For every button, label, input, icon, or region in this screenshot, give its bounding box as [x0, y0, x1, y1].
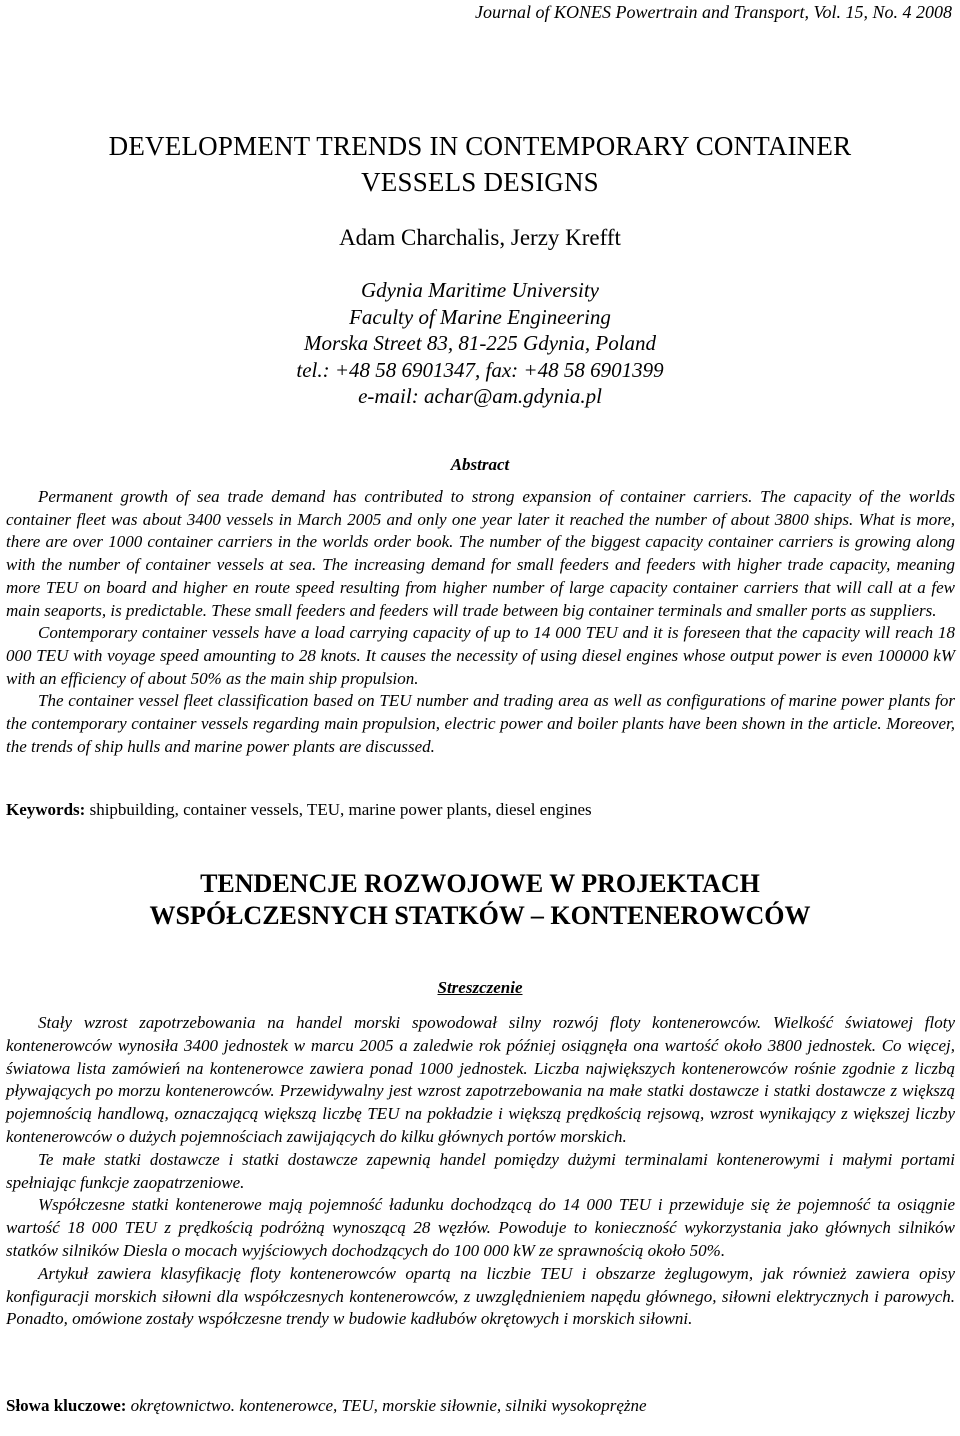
streszczenie-paragraph: Współczesne statki kontenerowe mają pojemność ładunku dochodzącą do 14 000 TEU i przewiduje się że pojemność ta osiągnie wartość 18 000 TEU z prędkością podróżną wynoszącą 28 węzłów. Powoduje to konieczność wykorzystania jako głównych silników statków silników Diesla o mocach wyjściowych dochodzących do 100 000 kW ze sprawnością około 50%.: [6, 1195, 955, 1260]
abstract-paragraph: The container vessel fleet classification based on TEU number and trading area as well as configurations of marine power plants for the contemporary container vessels regarding main propulsion, electric power and boiler plants have been shown in the article. Moreover, the trends of ship hulls and marine power plants are discussed.: [6, 691, 955, 756]
affiliation-phone: tel.: +48 58 6901347, fax: +48 58 6901399: [296, 357, 664, 382]
abstract-paragraph: Contemporary container vessels have a load carrying capacity of up to 14 000 TEU and it is foreseen that the capacity will reach 18 000 TEU with voyage speed amounting to 28 knots. It causes the necessity of using diesel engines whose output power is even 100000 kW with an efficiency of about 50% as the main ship propulsion.: [6, 623, 955, 688]
abstract-heading: Abstract: [450, 455, 510, 474]
abstract-body: [6, 486, 955, 758]
affiliation-address: Morska Street 83, 81-225 Gdynia, Poland: [303, 331, 657, 355]
streszczenie-paragraph: Te małe statki dostawcze i statki dostawcze zapewnią handel pomiędzy dużymi terminalami kontenerowymi i małymi portami spełniając funkcje zaopatrzeniowe.: [6, 1149, 955, 1192]
polish-title-line-2: WSPÓŁCZESNYCH STATKÓW – KONTENEROWCÓW: [149, 901, 811, 930]
affiliation-email: e-mail: achar@am.gdynia.pl: [358, 384, 602, 408]
paper-title-line-2: VESSELS DESIGNS: [361, 167, 599, 197]
abstract-paragraph: Permanent growth of sea trade demand has contributed to strong expansion of container carriers. The capacity of the worlds container fleet was about 3400 vessels in March 2005 and only one year later it reached the number of about 3800 ships. What is more, there are over 1000 container carriers in the worlds order book. The number of the biggest capacity container carriers is growing along with the number of container vessels at sea. The increasing demand for small feeders and feeders with higher trade capacity, meaning more TEU on board and higher en route speed resulting from higher number of large capacity container carriers that will call at a few main seaports, is predictable. These small feeders and feeders will trade between big container terminals and smaller ports as suppliers.: [6, 487, 955, 620]
polish-title: [0, 868, 960, 932]
paper-title-line-1: DEVELOPMENT TRENDS IN CONTEMPORARY CONTAINER: [108, 131, 852, 161]
authors: Adam Charchalis, Jerzy Krefft: [339, 225, 621, 250]
paper-title: [0, 128, 960, 200]
keywords: [6, 798, 955, 822]
polish-keywords-values: okrętownictwo. kontenerowce, TEU, morskie siłownie, silniki wysokoprężne: [126, 1396, 647, 1415]
keywords-label: Keywords:: [6, 800, 86, 819]
polish-keywords-label: Słowa kluczowe:: [6, 1396, 127, 1415]
polish-keywords: [6, 1394, 955, 1418]
affiliation-university: Gdynia Maritime University: [361, 278, 599, 302]
journal-header: Journal of KONES Powertrain and Transport, Vol. 15, No. 4 2008: [474, 2, 952, 22]
streszczenie-body: [6, 1012, 955, 1331]
streszczenie-heading: Streszczenie: [437, 978, 523, 997]
polish-title-line-1: TENDENCJE ROZWOJOWE W PROJEKTACH: [200, 869, 760, 898]
keywords-values: shipbuilding, container vessels, TEU, marine power plants, diesel engines: [85, 800, 592, 819]
affiliation: [0, 277, 960, 410]
streszczenie-paragraph: Stały wzrost zapotrzebowania na handel morski spowodował silny rozwój floty kontenerowców. Wielkość światowej floty kontenerowców wynosiła 3400 jednostek w marcu 2005 a zaledwie rok później osiągnęła ona wartość około 3800 jednostek. Co więcej, światowa lista zamówień na kontenerowce zawiera ponad 1000 jednostek. Liczba największych kontenerowców rośnie zgodnie z liczbą pływających po morzu kontenerowców. Przewidywalny jest wzrost zapotrzebowania na małe statki dostawcze i statki dostawcze z większą pojemnością handlową, oznaczającą większą liczbę TEU na pokładzie i większą prędkością rejsową, wzrost wynikający z większej liczby kontenerowców o dużych pojemnościach zawijających do kilku głównych portów morskich.: [6, 1013, 955, 1146]
affiliation-faculty: Faculty of Marine Engineering: [349, 304, 611, 329]
streszczenie-paragraph: Artykuł zawiera klasyfikację floty kontenerowców opartą na liczbie TEU i obszarze żeglugowym, jak również zawiera opisy konfiguracji morskich siłowni dla współczesnych kontenerowców, z uwzględnieniem napędu głównego, siłowni elektrycznych i parowych. Ponadto, omówione zostały współczesne trendy w budowie kadłubów okrętowych i morskich siłowni.: [6, 1263, 955, 1329]
